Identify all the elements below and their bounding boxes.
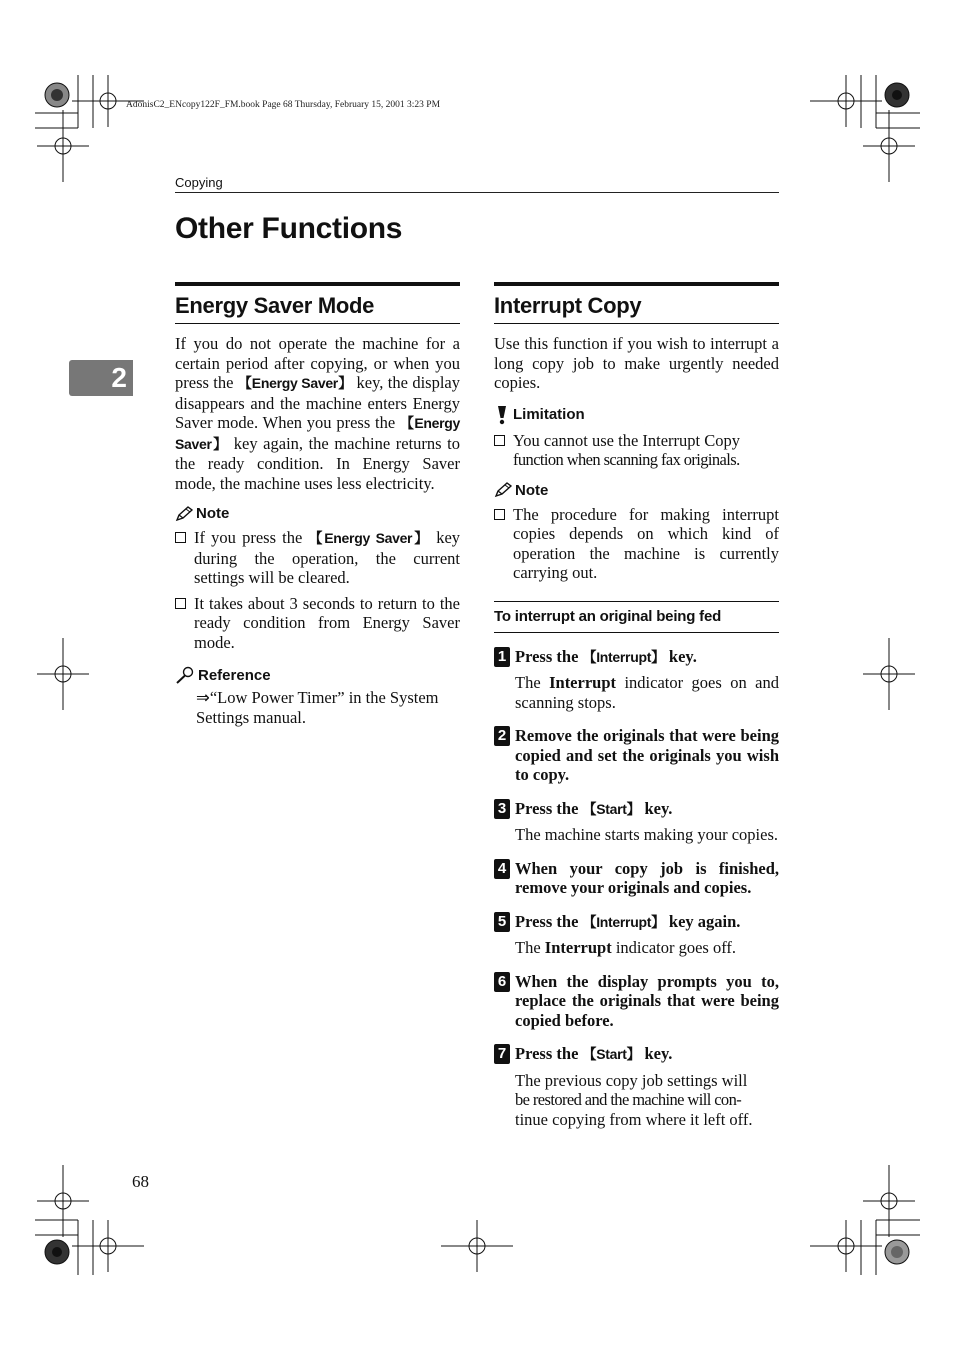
text: The previous copy job settings will [515,1070,748,1090]
energy-saver-intro [175,334,460,493]
intro-text: key again, the machine returns to the ready condition. In Energy Saver mode, the machine uses less electricity. [175,433,460,493]
list-item-text [513,431,779,470]
step-instruction [515,912,779,933]
energy-saver-key: 【Energy Saver】 [237,375,353,391]
step-instruction [515,799,779,820]
step-4 [494,859,779,898]
checkbox-bullet-icon [175,598,186,609]
indicator-name: Interrupt [544,938,612,957]
list-item [494,505,779,583]
step-number: 7 [494,1044,510,1064]
checkbox-bullet-icon [494,435,505,446]
text: key during the operation, the current settings will be cleared. [194,528,461,587]
step-description [515,938,779,958]
step-1 [494,647,779,713]
limitation-heading [494,405,779,425]
start-key: 【Start】 [582,800,641,817]
exclamation-icon [494,405,510,425]
text: Press the [515,646,583,666]
text: key. [664,646,697,666]
list-item [494,431,779,470]
step-instruction: Remove the originals that were being copied and set the originals you wish to copy. [515,726,779,784]
step-body [515,912,779,958]
pencil-icon [494,482,512,498]
step-instruction [515,647,779,668]
step-instruction: When your copy job is finished, remove your originals and copies. [515,858,779,897]
print-info: AdonisC2_ENcopy122F_FM.book Page 68 Thursday, February 15, 2001 3:23 PM [126,100,441,110]
reference-text: ⇒“Low Power Timer” in the System Settings manual. [196,688,439,727]
running-header: Copying [175,175,223,190]
energy-saver-key: 【Energy Saver】 [308,530,431,546]
pencil-icon [175,506,193,522]
intro-text: If you do not operate the machine for a certain period after copying, or when you press the [175,334,460,392]
procedure-subheading: To interrupt an original being fed [494,601,779,633]
text: key. [640,1044,673,1063]
energy-saver-key: 【Energy Saver】 [175,415,460,452]
text: If you press the [194,528,309,547]
text: key. [640,798,673,818]
list-item-text [194,528,460,588]
text: indicator goes on and scanning stops. [515,673,779,712]
text: indicator goes off. [611,938,737,957]
step-body [515,972,779,1031]
page-number: 68 [132,1172,149,1191]
step-number: 5 [494,912,510,932]
step-number: 3 [494,799,510,819]
step-2 [494,726,779,785]
page-title: Other Functions [175,212,403,245]
step-number: 1 [494,647,510,667]
note-label: Note [515,481,549,499]
step-body [515,726,779,785]
list-item-text: It takes about 3 seconds to return to the ready condition from Energy Saver mode. [194,593,460,652]
step-description [515,673,779,712]
step-5 [494,912,779,958]
text: Press the [515,798,583,818]
step-3 [494,799,779,845]
step-description [515,1071,779,1130]
start-key: 【Start】 [582,1046,641,1062]
energy-saver-heading: Energy Saver Mode [175,282,460,324]
text: tinue copying from where it left off. [515,1109,753,1129]
reference-label: Reference [198,666,271,684]
interrupt-intro: Use this function if you wish to interrupt a long copy job to make urgently needed copies. [494,334,779,392]
indicator-name: Interrupt [549,673,617,692]
step-body [515,799,779,845]
note-label: Note [196,505,230,522]
step-number: 2 [494,726,510,746]
list-item [175,528,460,588]
interrupt-key: 【Interrupt】 [582,913,665,930]
interrupt-copy-heading: Interrupt Copy [494,282,779,324]
text: Press the [515,1044,583,1063]
note-heading [494,482,779,499]
text: The [515,673,550,692]
text: be restored and the machine will con- [515,1090,742,1109]
list-item-text: The procedure for making interrupt copies depends on which kind of operation the machine is currently carrying out. [513,504,779,582]
checkbox-bullet-icon [175,532,186,543]
intro-text: key, the display disappears and the machine enters Energy Saver mode. When you press the [175,373,461,432]
text: Press the [515,911,583,931]
energy-saver-section [175,282,460,727]
list-item [175,594,460,653]
step-number: 4 [494,859,510,879]
limitation-label: Limitation [513,406,585,423]
step-6 [494,972,779,1031]
text: The [515,938,545,957]
step-description: The machine starts making your copies. [515,825,779,844]
chapter-tab: 2 [69,360,133,396]
header-rule [175,192,779,193]
text: key again. [664,911,741,931]
step-7 [494,1044,779,1129]
step-number: 6 [494,972,510,992]
step-body [515,1044,779,1129]
step-body [515,859,779,898]
step-instruction: When the display prompts you to, replace the originals that were being copied before. [515,971,779,1030]
interrupt-key: 【Interrupt】 [582,648,665,665]
magnifier-icon [175,666,195,684]
step-body [515,647,779,713]
reference-heading [175,666,460,684]
interrupt-copy-section [494,282,779,1129]
text: function when scanning fax originals. [513,450,740,469]
checkbox-bullet-icon [494,509,505,520]
text: You cannot use the Interrupt Copy [513,430,741,450]
step-instruction [515,1044,779,1065]
note-heading [175,505,460,522]
